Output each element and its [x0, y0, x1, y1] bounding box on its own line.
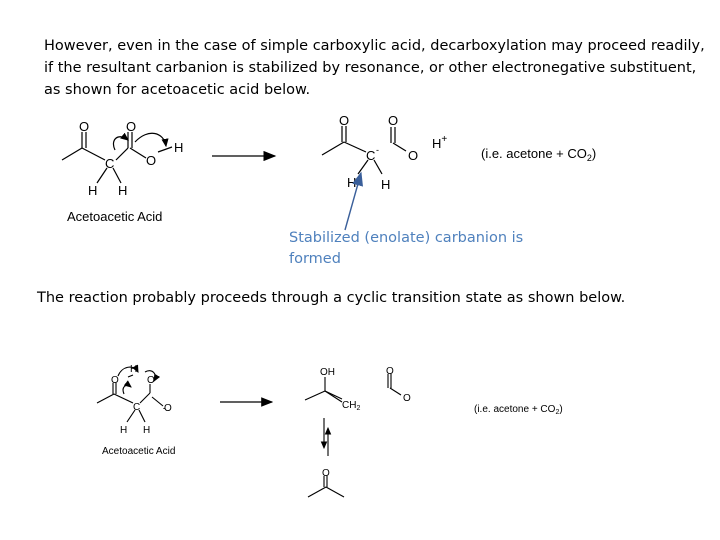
s1-c: C [105, 156, 115, 171]
s2-c: C [133, 402, 141, 413]
s1-o2: O [126, 119, 137, 134]
s1-o3: O [146, 153, 157, 168]
s1-h-oh: H [174, 140, 184, 155]
s1-acetone-note: (i.e. acetone + $CO_2$) [481, 146, 597, 163]
s2-ch2: $CH_2$ [342, 400, 361, 412]
s2-acetone-note: (i.e. acetone + $CO_2$) [474, 404, 563, 416]
s1-h2: H [118, 183, 128, 198]
s1p-o2: O [388, 113, 399, 128]
s2-h2: H [143, 425, 151, 436]
s1p-minus: - [376, 145, 379, 155]
scheme2-enol-labels [320, 366, 411, 412]
s2-h1: H [120, 425, 128, 436]
scheme2-acetone [308, 476, 344, 497]
s2-acetone-o: O [322, 468, 330, 479]
s2-h-bridge: H [130, 364, 138, 375]
s2-o3: O [164, 403, 172, 414]
s1p-c: C [366, 148, 376, 163]
s2-o2: O [147, 375, 155, 386]
scheme2-reactant-labels [111, 364, 172, 436]
s1p-h1: H [347, 175, 357, 190]
enolate-callout: Stabilized (enolate) carbanion is formed [289, 230, 524, 267]
s2-co2-o2: O [403, 393, 411, 404]
s2-reactant-caption: Acetoacetic Acid [102, 446, 176, 457]
s1p-hplus: H+ [432, 134, 448, 151]
scheme1-product-labels [339, 113, 447, 192]
s1-reactant-caption: Acetoacetic Acid [67, 209, 163, 224]
intro-paragraph: However, even in the case of simple carboxylic acid, decarboxylation may proceed readily, if the resultant carbanion is stabilized by resonance, or other electronegative substituent, as shown for acetoacetic acid below. [44, 38, 705, 98]
s1p-h2: H [381, 177, 391, 192]
tautomer-arrows [324, 418, 328, 456]
s2-oh: OH [320, 367, 335, 378]
s1-o1: O [79, 119, 90, 134]
transition-state-paragraph: The reaction probably proceeds through a cyclic transition state as shown below. [37, 290, 626, 306]
s2-o1: O [111, 375, 119, 386]
scheme1-reactant-labels [79, 119, 183, 198]
s1p-o1: O [339, 113, 350, 128]
s2-co2-o1: O [386, 366, 394, 377]
scheme2-enol [305, 374, 401, 402]
scheme1-product [322, 126, 406, 174]
s1p-o3: O [408, 148, 419, 163]
s1-h1: H [88, 183, 98, 198]
